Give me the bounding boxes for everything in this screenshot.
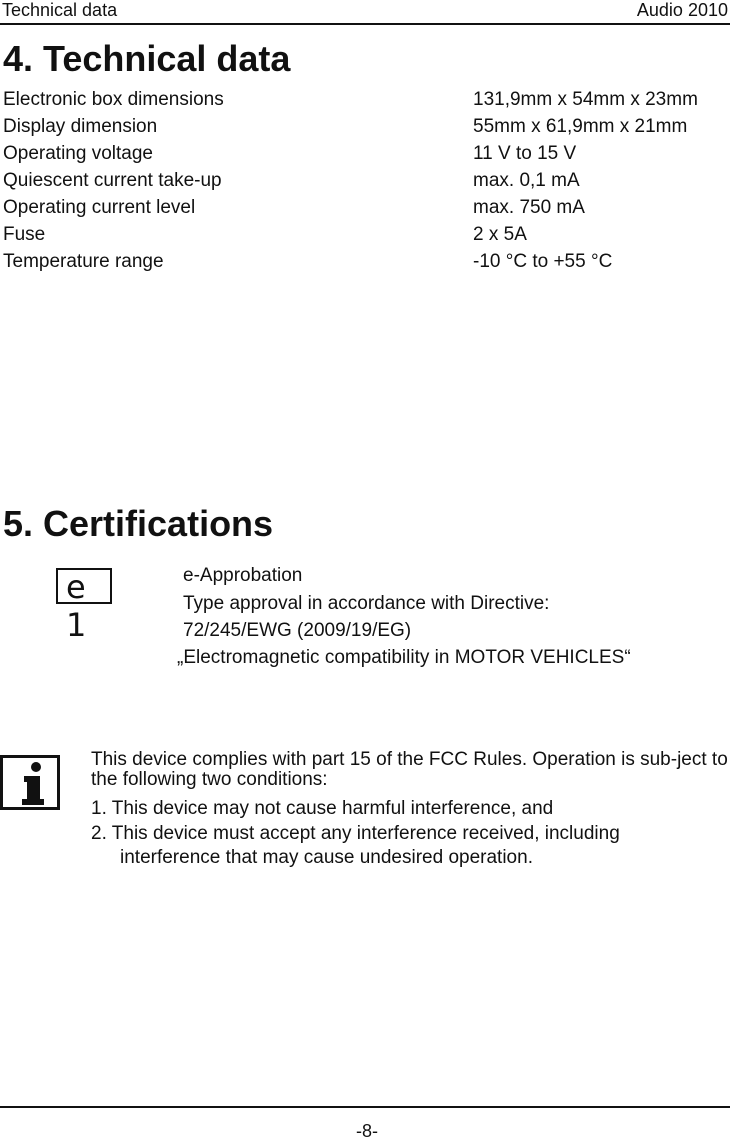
spec-label: Operating current level [3, 197, 196, 218]
header-product-name: Audio 2010 [636, 0, 728, 20]
spec-label: Quiescent current take-up [3, 170, 222, 191]
spec-value: 11 V to 15 V [473, 143, 577, 164]
fcc-condition-1: 1. This device may not cause harmful interference, and [91, 798, 554, 819]
section-title-technical-data: 4. Technical data [3, 38, 291, 79]
spec-row [3, 251, 730, 278]
spec-label: Temperature range [3, 251, 164, 272]
spec-row [3, 116, 730, 143]
fcc-condition-2: 2. This device must accept any interference received, including [91, 823, 620, 844]
cert-line-directive: 72/245/EWG (2009/19/EG) [183, 620, 412, 641]
info-icon [0, 755, 60, 810]
cert-line-approbation: e-Approbation [183, 565, 303, 586]
section-title-certifications: 5. Certifications [3, 503, 274, 544]
fcc-condition-2-continued: interference that may cause undesired operation. [120, 847, 533, 868]
spec-value: -10 °C to +55 °C [473, 251, 613, 272]
spec-row [3, 197, 730, 224]
header-rule [0, 23, 730, 25]
spec-label: Fuse [3, 224, 46, 245]
spec-row [3, 224, 730, 251]
spec-row [3, 170, 730, 197]
spec-row [3, 143, 730, 170]
spec-label: Electronic box dimensions [3, 89, 224, 110]
page-number: -8- [356, 1121, 378, 1141]
footer-rule [0, 1106, 730, 1108]
spec-value: 55mm x 61,9mm x 21mm [473, 116, 688, 137]
header-section-title: Technical data [2, 0, 118, 20]
spec-row [3, 89, 730, 116]
e1-mark-icon [56, 568, 112, 644]
spec-value: max. 0,1 mA [473, 170, 580, 191]
cert-line-emc: „Electromagnetic compatibility in MOTOR VEHICLES“ [177, 647, 631, 668]
fcc-statement: This device complies with part 15 of the FCC Rules. Operation is sub-ject to the following two conditions: [91, 749, 728, 790]
spec-value: 131,9mm x 54mm x 23mm [473, 89, 698, 110]
spec-value: 2 x 5A [473, 224, 527, 245]
spec-label: Display dimension [3, 116, 158, 137]
e1-mark-text: e 1 [66, 568, 93, 644]
spec-value: max. 750 mA [473, 197, 585, 218]
cert-line-type-approval: Type approval in accordance with Directive: [183, 593, 550, 614]
spec-label: Operating voltage [3, 143, 153, 164]
